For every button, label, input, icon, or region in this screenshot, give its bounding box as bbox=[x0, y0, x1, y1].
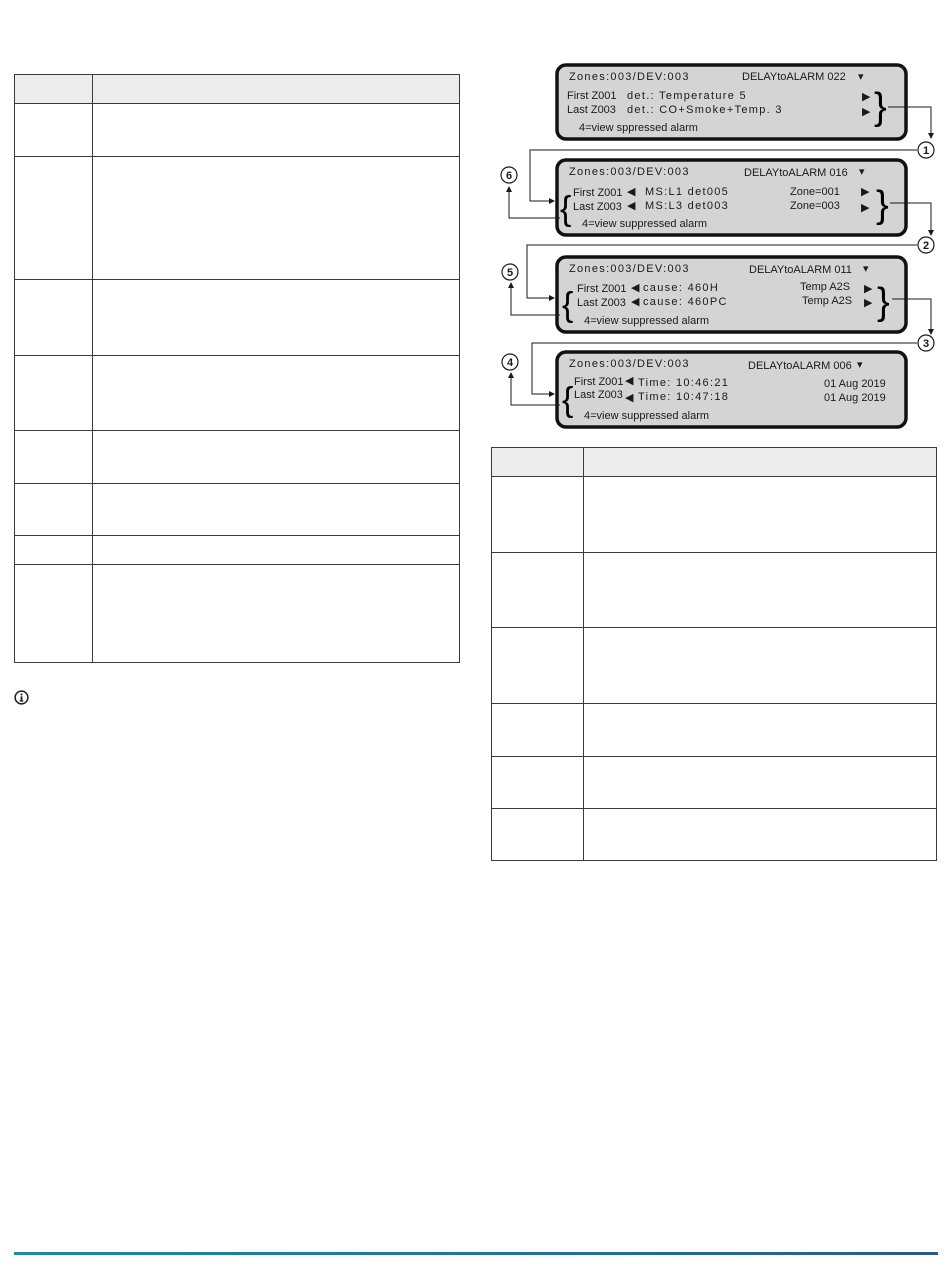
table-header-cell bbox=[492, 448, 584, 477]
arrow-left-icon: ◀ bbox=[631, 296, 640, 308]
right-description-table bbox=[491, 447, 937, 861]
table-row bbox=[15, 356, 460, 431]
table-cell bbox=[584, 628, 937, 704]
line1-label: First Z001 bbox=[574, 376, 624, 388]
arrow-right-icon: ▶ bbox=[862, 91, 871, 103]
table-cell bbox=[93, 536, 460, 565]
table-cell bbox=[93, 356, 460, 431]
table-row bbox=[492, 553, 937, 628]
table-header-cell bbox=[584, 448, 937, 477]
brace-right-icon: } bbox=[877, 281, 890, 323]
table-header-cell bbox=[93, 75, 460, 104]
line2-label: Last Z003 bbox=[567, 104, 616, 116]
screen-footer: 4=view suppressed alarm bbox=[582, 218, 708, 230]
callout-1 bbox=[918, 142, 934, 158]
line2-value: det.: CO+Smoke+Temp. 3 bbox=[627, 104, 783, 116]
lcd-screen-2 bbox=[557, 160, 906, 235]
line2-extra: 01 Aug 2019 bbox=[824, 392, 886, 404]
table-row bbox=[492, 628, 937, 704]
table-cell bbox=[15, 565, 93, 663]
screen-header-right: DELAYtoALARM 016 bbox=[744, 167, 848, 179]
screen-footer: 4=view suppressed alarm bbox=[584, 315, 710, 327]
brace-left-icon: { bbox=[562, 286, 574, 324]
footer-rule bbox=[14, 1252, 938, 1255]
table-header-cell bbox=[15, 75, 93, 104]
line1-extra: Temp A2S bbox=[800, 281, 851, 293]
table-cell bbox=[93, 104, 460, 157]
line1-extra: 01 Aug 2019 bbox=[824, 378, 886, 390]
table-row bbox=[492, 704, 937, 757]
table-cell bbox=[15, 431, 93, 484]
svg-text:3: 3 bbox=[922, 338, 930, 350]
line1-extra: Zone=001 bbox=[790, 186, 840, 198]
table-cell bbox=[492, 553, 584, 628]
line2-label: Last Z003 bbox=[573, 201, 622, 213]
screen-header-right: DELAYtoALARM 022 bbox=[742, 71, 846, 83]
table-cell bbox=[492, 809, 584, 861]
table-cell bbox=[15, 484, 93, 536]
line1-value: Time: 10:46:21 bbox=[638, 377, 730, 389]
callout-6 bbox=[501, 167, 517, 183]
brace-left-icon: { bbox=[562, 381, 574, 419]
screen-header-left: Zones:003/DEV:003 bbox=[569, 263, 690, 275]
table-cell bbox=[93, 565, 460, 663]
table-row bbox=[15, 157, 460, 280]
line2-label: Last Z003 bbox=[577, 297, 626, 309]
line2-extra: Temp A2S bbox=[802, 295, 853, 307]
chevron-down-icon: ▾ bbox=[857, 359, 863, 371]
arrow-left-icon: ◀ bbox=[627, 200, 636, 212]
lcd-screen-3 bbox=[557, 257, 906, 332]
line1-label: First Z001 bbox=[567, 90, 617, 102]
svg-text:1: 1 bbox=[922, 145, 930, 157]
table-cell bbox=[15, 356, 93, 431]
screen-header-right: DELAYtoALARM 011 bbox=[749, 264, 852, 276]
left-description-table bbox=[14, 74, 460, 663]
table-cell bbox=[93, 280, 460, 356]
callout-3 bbox=[918, 335, 934, 351]
table-row bbox=[15, 104, 460, 157]
table-cell bbox=[584, 704, 937, 757]
info-circle-icon bbox=[14, 690, 29, 705]
callout-4 bbox=[502, 354, 518, 370]
table-cell bbox=[584, 757, 937, 809]
line1-label: First Z001 bbox=[577, 283, 627, 295]
arrow-left-icon: ◀ bbox=[631, 282, 640, 294]
table-row bbox=[15, 484, 460, 536]
table-cell bbox=[584, 477, 937, 553]
table-cell bbox=[15, 280, 93, 356]
line1-label: First Z001 bbox=[573, 187, 623, 199]
table-cell bbox=[93, 431, 460, 484]
table-cell bbox=[492, 477, 584, 553]
line1-value: det.: Temperature 5 bbox=[627, 90, 747, 102]
screen-header-right: DELAYtoALARM 006 bbox=[748, 360, 852, 372]
svg-text:2: 2 bbox=[922, 240, 930, 252]
arrow-left-icon: ◀ bbox=[625, 392, 634, 404]
table-cell bbox=[492, 628, 584, 704]
arrow-right-icon: ▶ bbox=[862, 106, 871, 118]
chevron-down-icon: ▾ bbox=[859, 166, 865, 178]
screen-footer: 4=view suppressed alarm bbox=[584, 410, 710, 422]
lcd-screens-diagram bbox=[490, 55, 945, 440]
table-cell bbox=[15, 104, 93, 157]
line2-extra: Zone=003 bbox=[790, 200, 840, 212]
table-row bbox=[15, 280, 460, 356]
svg-text:5: 5 bbox=[506, 267, 514, 279]
arrow-left-icon: ◀ bbox=[627, 186, 636, 198]
screen-header-left: Zones:003/DEV:003 bbox=[569, 71, 690, 83]
line2-value: cause: 460PC bbox=[643, 296, 728, 308]
table-cell bbox=[584, 553, 937, 628]
table-row bbox=[15, 565, 460, 663]
table-cell bbox=[492, 704, 584, 757]
table-cell bbox=[93, 484, 460, 536]
brace-right-icon: } bbox=[876, 184, 889, 226]
arrow-right-icon: ▶ bbox=[861, 202, 870, 214]
arrow-left-icon: ◀ bbox=[625, 375, 634, 387]
line2-value: Time: 10:47:18 bbox=[638, 391, 730, 403]
brace-right-icon: } bbox=[874, 86, 887, 128]
table-header-row bbox=[15, 75, 460, 104]
table-row bbox=[492, 809, 937, 861]
brace-left-icon: { bbox=[560, 190, 572, 228]
table-cell bbox=[93, 157, 460, 280]
svg-text:6: 6 bbox=[505, 170, 513, 182]
chevron-down-icon: ▾ bbox=[858, 71, 864, 83]
screen-header-left: Zones:003/DEV:003 bbox=[569, 166, 690, 178]
chevron-down-icon: ▾ bbox=[863, 263, 869, 275]
arrow-right-icon: ▶ bbox=[864, 283, 873, 295]
callout-5 bbox=[502, 264, 518, 280]
line2-label: Last Z003 bbox=[574, 389, 623, 401]
arrow-right-icon: ▶ bbox=[864, 297, 873, 309]
arrow-right-icon: ▶ bbox=[861, 186, 870, 198]
table-row bbox=[492, 477, 937, 553]
line1-value: MS:L1 det005 bbox=[645, 186, 730, 198]
table-cell bbox=[15, 536, 93, 565]
svg-text:4: 4 bbox=[506, 357, 514, 369]
table-row bbox=[492, 757, 937, 809]
table-cell bbox=[584, 809, 937, 861]
callout-2 bbox=[918, 237, 934, 253]
screen-header-left: Zones:003/DEV:003 bbox=[569, 358, 690, 370]
lcd-screen-1 bbox=[557, 65, 906, 139]
table-row bbox=[15, 431, 460, 484]
screen-footer: 4=view sppressed alarm bbox=[579, 122, 698, 134]
line2-value: MS:L3 det003 bbox=[645, 200, 730, 212]
line1-value: cause: 460H bbox=[643, 282, 720, 294]
table-header-row bbox=[492, 448, 937, 477]
table-row bbox=[15, 536, 460, 565]
table-cell bbox=[492, 757, 584, 809]
lcd-screen-4 bbox=[557, 352, 906, 427]
table-cell bbox=[15, 157, 93, 280]
